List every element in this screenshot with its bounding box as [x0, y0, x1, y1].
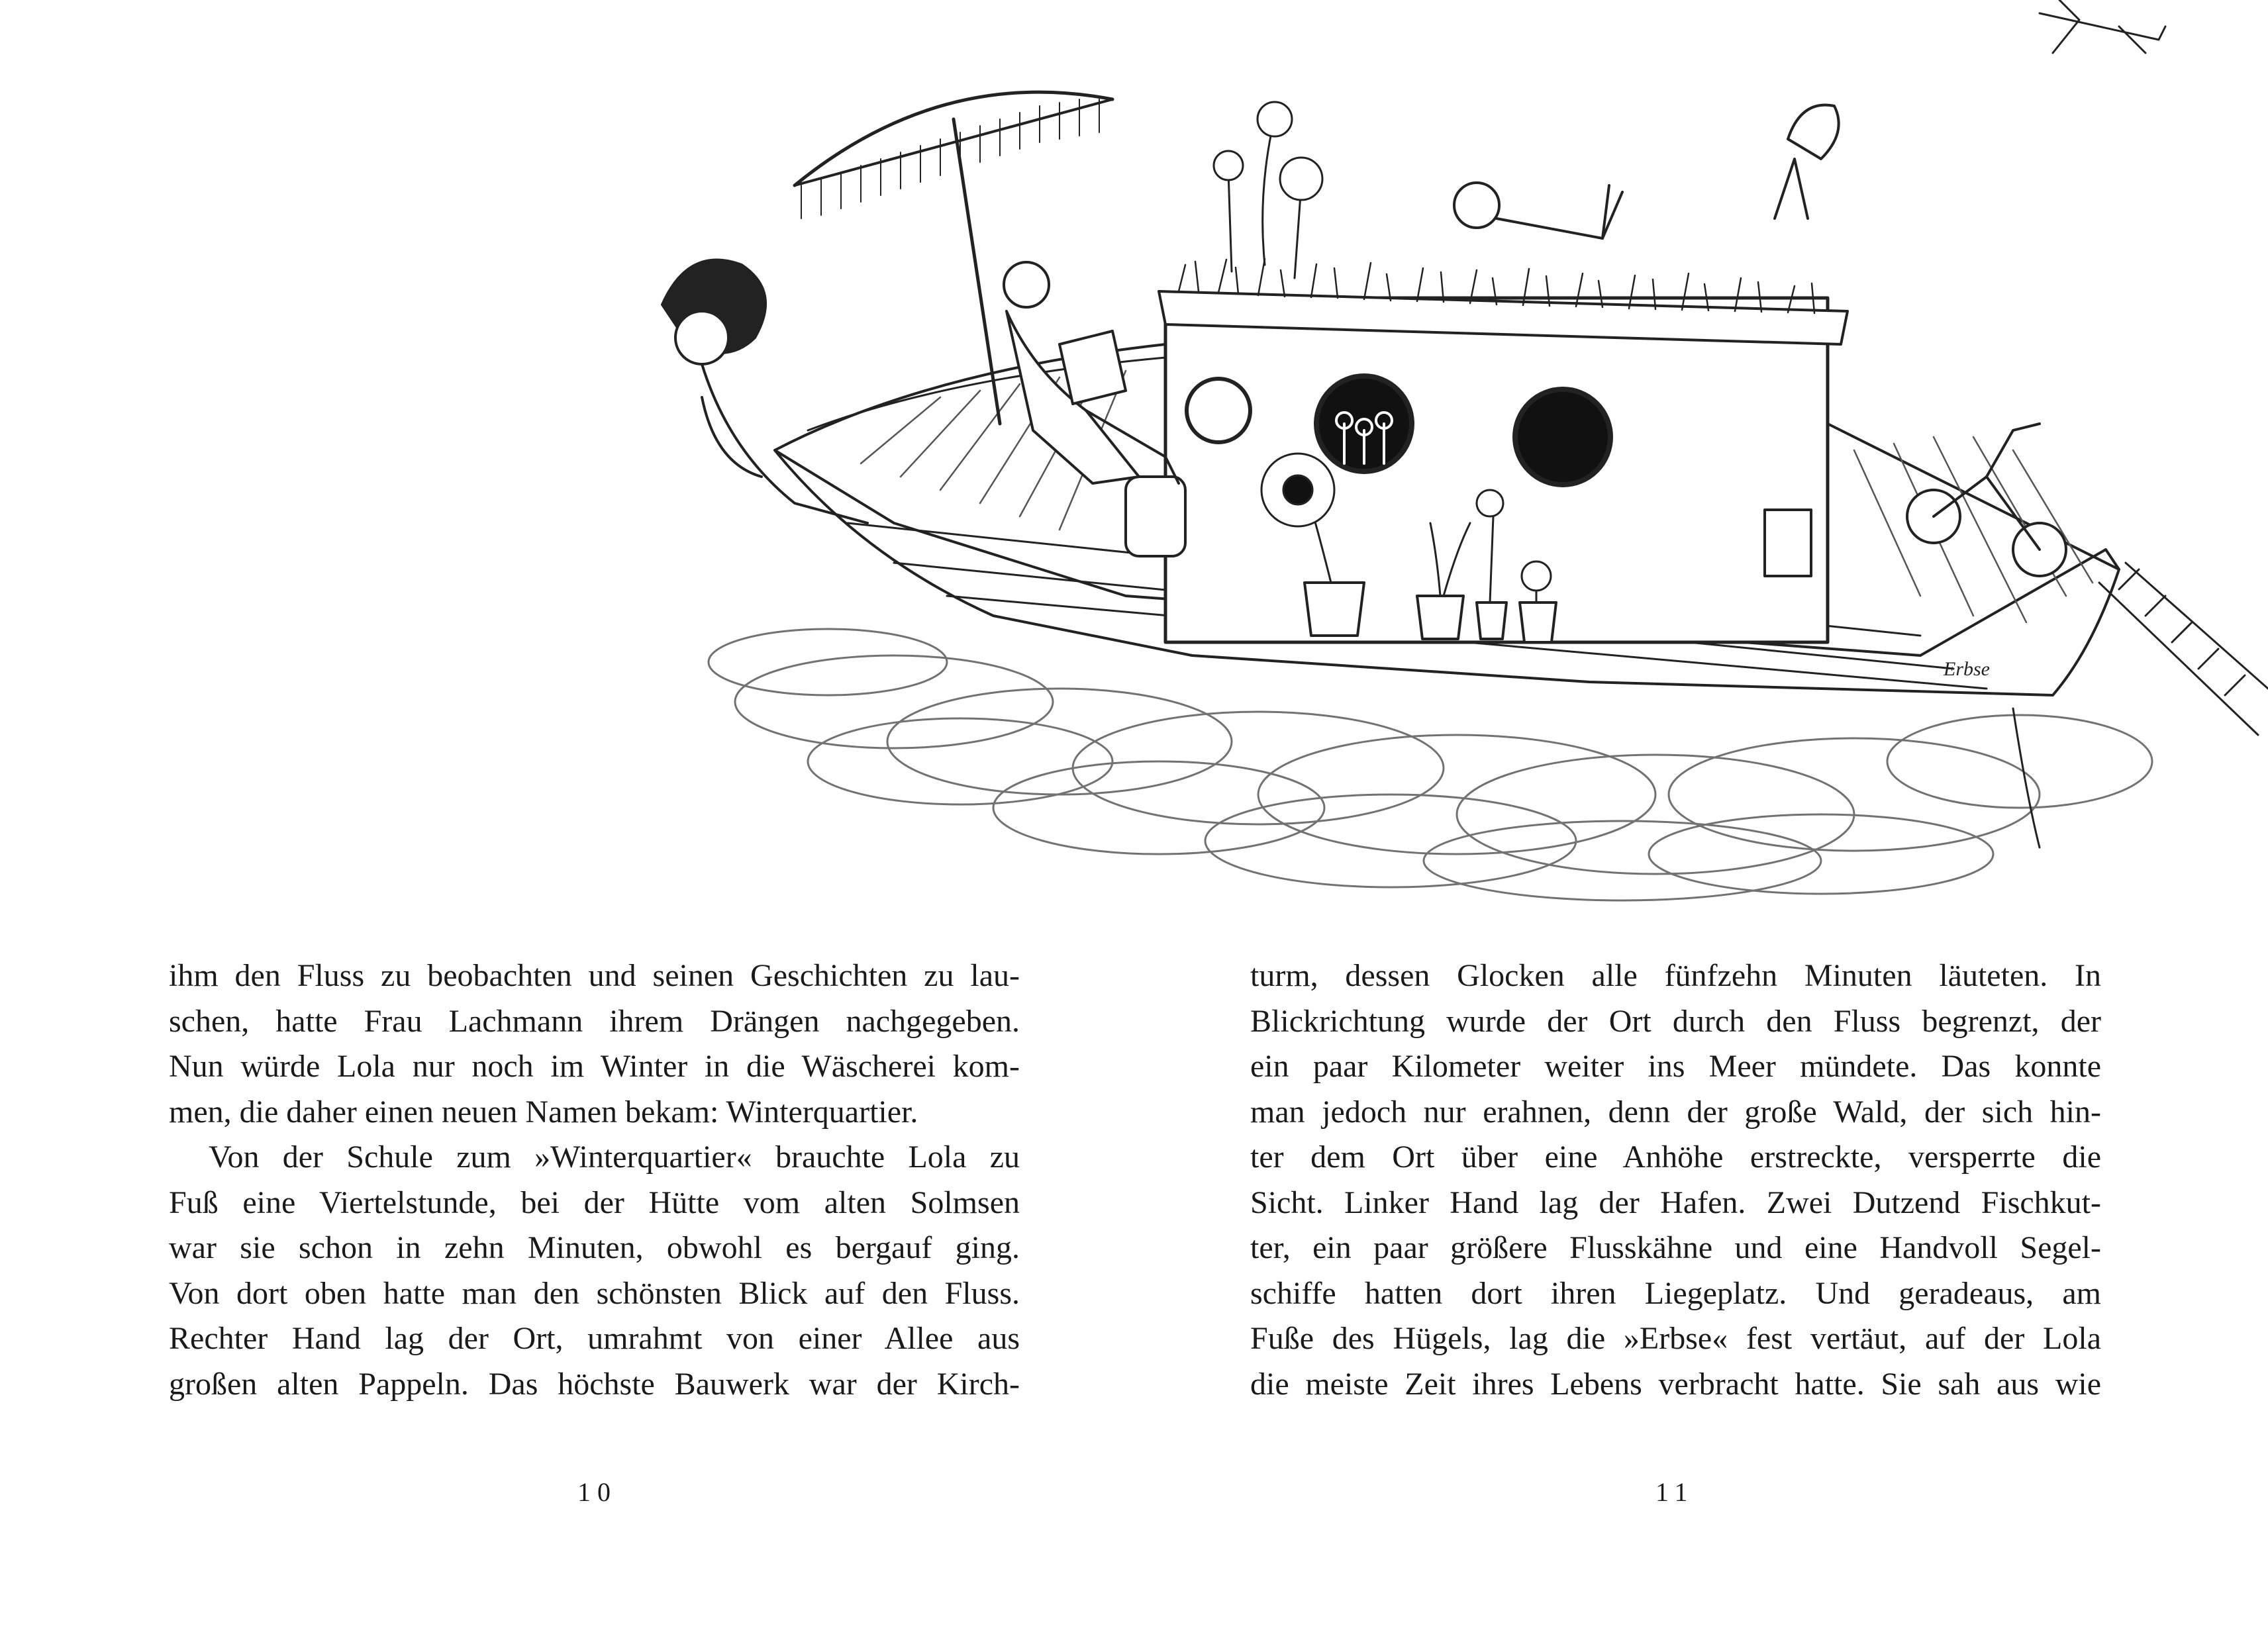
barrel — [1126, 477, 1185, 556]
boat-name-label: Erbse — [1944, 658, 1990, 680]
left-line: schen, hatte Frau Lachmann ihrem Drängen nachgegeben. — [169, 1003, 1020, 1039]
left-line: Von der Schule zum »Winterquartier« brauchte Lola zu — [209, 1139, 1020, 1175]
right-line: turm, dessen Glocken alle fünfzehn Minuten läuteten. In — [1250, 958, 2101, 993]
right-line: die meiste Zeit ihres Lebens verbracht hatte. Sie sah aus wie — [1250, 1366, 2101, 1402]
left-line: ihm den Fluss zu beobachten und seinen Geschichten zu lau- — [169, 958, 1020, 993]
left-page-text — [169, 953, 1020, 1407]
mooring-rope — [2013, 708, 2040, 847]
page-number-right: 11 — [1655, 1477, 1695, 1507]
right-line: ter dem Ort über eine Anhöhe erstreckte, versperrte die — [1250, 1139, 2101, 1175]
lying-child — [1454, 183, 1622, 238]
left-line: war sie schon in zehn Minuten, obwohl es bergauf ging. — [169, 1230, 1020, 1265]
left-line: Rechter Hand lag der Ort, umrahmt von einer Allee aus — [169, 1321, 1020, 1356]
right-line: ein paar Kilometer weiter ins Meer mündete. Das konnte — [1250, 1049, 2101, 1084]
left-line: Nun würde Lola nur noch im Winter in die Wäscherei kom- — [169, 1049, 1020, 1084]
right-line: ter, ein paar größere Flusskähne und eine Handvoll Segel- — [1250, 1230, 2101, 1265]
sunflower — [1214, 102, 1322, 278]
right-line: Blickrichtung wurde der Ort durch den Fluss begrenzt, der — [1250, 1003, 2101, 1039]
cabin — [1165, 298, 1828, 642]
airplane-doodle — [2040, 0, 2165, 53]
right-line: Fuße des Hügels, lag die »Erbse« fest vertäut, auf der Lola — [1250, 1321, 2101, 1356]
figurehead-woman — [662, 260, 867, 524]
left-line: men, die daher einen neuen Namen bekam: Winterquartier. — [169, 1094, 918, 1130]
page-number-left: 10 — [577, 1477, 617, 1507]
left-line: Fuß eine Viertelstunde, bei der Hütte vom alten Solmsen — [169, 1184, 1020, 1220]
right-page-text — [1250, 953, 2101, 1407]
reading-woman — [1004, 262, 1179, 483]
left-line: Von dort oben hatte man den schönsten Blick auf den Fluss. — [169, 1275, 1020, 1311]
gangway — [2099, 563, 2268, 735]
mailbox — [1765, 510, 1811, 576]
right-line: Sicht. Linker Hand lag der Hafen. Zwei Dutzend Fischkut- — [1250, 1184, 2101, 1220]
left-line: großen alten Pappeln. Das höchste Bauwerk war der Kirch- — [169, 1366, 1020, 1402]
right-line: schiffe hatten dort ihren Liegeplatz. Und geradeaus, am — [1250, 1275, 2101, 1311]
right-line: man jedoch nur erahnen, denn der große Wald, der sich hin- — [1250, 1094, 2101, 1130]
bird — [1775, 105, 1839, 218]
